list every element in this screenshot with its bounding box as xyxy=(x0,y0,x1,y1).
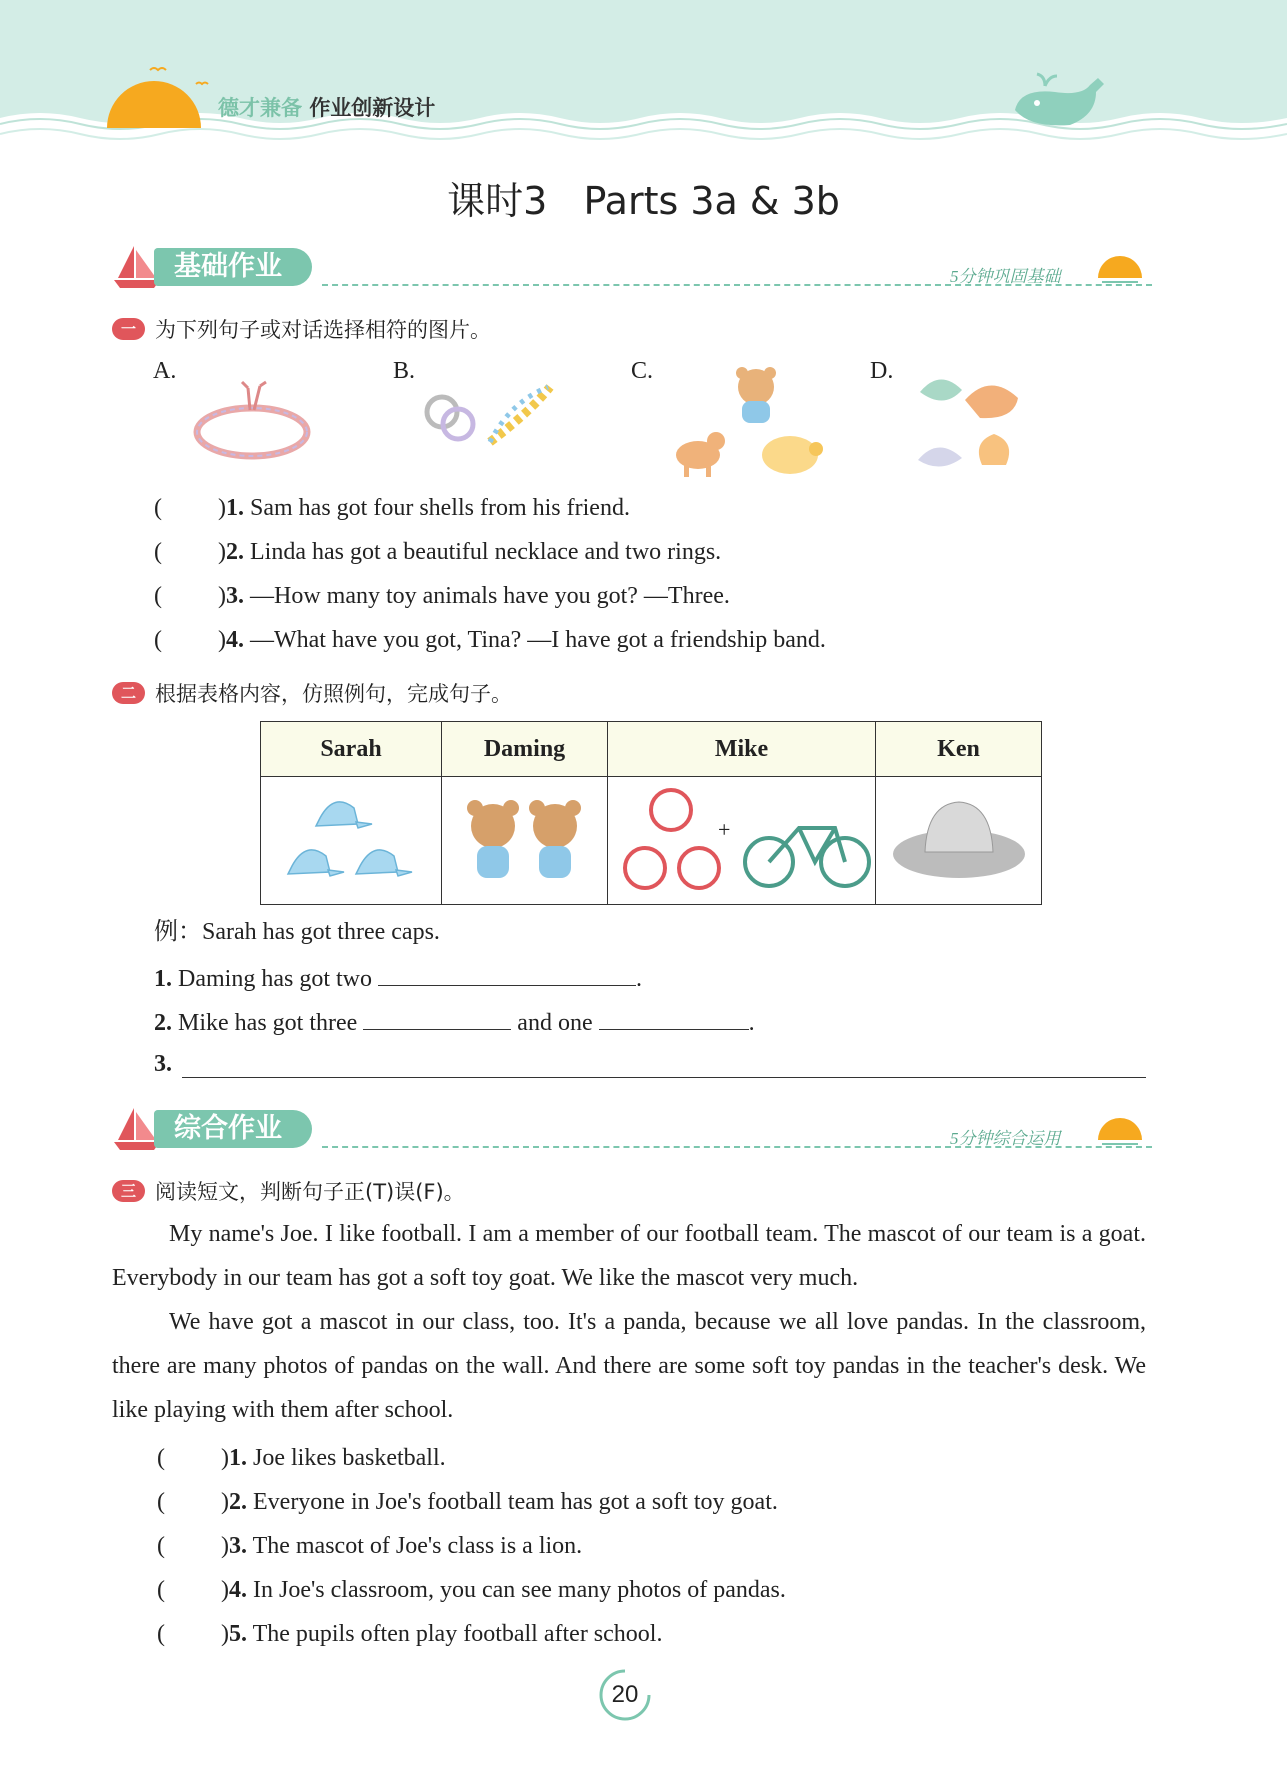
hat-image xyxy=(877,778,1040,898)
answer-blank[interactable] xyxy=(599,1005,749,1030)
q2-sentence-2: 2. Mike has got three and one . xyxy=(154,1005,755,1038)
q3-item-5: ( )5. The pupils often play football after school. xyxy=(157,1617,662,1649)
friendship-band-image xyxy=(190,380,320,465)
sun-icon xyxy=(107,81,201,128)
basic-section-banner xyxy=(112,244,1147,292)
brand-dark-text: 作业创新设计 xyxy=(309,96,436,120)
q3-item-1: ( )1. Joe likes basketball. xyxy=(157,1441,446,1473)
q2-number: 二 xyxy=(112,682,145,704)
shells-image xyxy=(910,370,1030,475)
answer-blank[interactable] xyxy=(378,961,636,986)
brand-title xyxy=(218,92,435,122)
q1-item-3: ( )3. —How many toy animals have you got? —Three. xyxy=(154,579,730,611)
q1-item-4: ( )4. —What have you got, Tina? —I have got a friendship band. xyxy=(154,623,826,655)
header-ken: Ken xyxy=(876,722,1042,777)
basic-section-note: 5分钟巩固基础 xyxy=(950,267,1061,286)
answer-blank[interactable] xyxy=(162,579,218,603)
sarah-caps-cell xyxy=(261,777,442,905)
answer-blank[interactable] xyxy=(165,1617,221,1641)
comprehensive-section-label: 综合作业 xyxy=(154,1110,312,1148)
page-header xyxy=(0,0,1287,150)
q3-item-4: ( )4. In Joe's classroom, you can see many photos of pandas. xyxy=(157,1573,786,1605)
header-mike: Mike xyxy=(608,722,876,777)
option-d-label: D. xyxy=(870,358,894,384)
clocks-bike-image xyxy=(609,778,874,898)
header-sarah: Sarah xyxy=(261,722,442,777)
mike-clocks-bike-cell xyxy=(608,777,876,905)
reading-paragraph-1: My name's Joe. I like football. I am a member of our football team. The mascot of our team is a goat. Everybody in our team has got a soft toy goat. We like the mascot very much. xyxy=(112,1221,1146,1291)
option-c-label: C. xyxy=(631,358,654,384)
answer-blank[interactable] xyxy=(162,623,218,647)
q2-example: 例：Sarah has got three caps. xyxy=(154,919,440,945)
answer-blank[interactable] xyxy=(162,535,218,559)
page-number: 20 xyxy=(611,1681,639,1708)
q3-number: 三 xyxy=(112,1180,145,1202)
comprehensive-section-banner xyxy=(112,1106,1147,1154)
answer-blank[interactable] xyxy=(165,1441,221,1465)
q1-item-1: ( )1. Sam has got four shells from his friend. xyxy=(154,491,630,523)
q1-instruction: 为下列句子或对话选择相符的图片。 xyxy=(155,318,491,342)
comprehensive-section-note: 5分钟综合运用 xyxy=(950,1129,1061,1148)
bears-image xyxy=(443,778,606,898)
q1-item-2: ( )2. Linda has got a beautiful necklace and two rings. xyxy=(154,535,721,567)
option-a-label: A. xyxy=(153,358,177,384)
answer-blank[interactable] xyxy=(165,1485,221,1509)
possessions-table xyxy=(260,721,1042,905)
page-title: 课时3 Parts 3a & 3b xyxy=(447,179,840,223)
necklace-rings-image xyxy=(420,382,560,462)
q1-number: 一 xyxy=(112,318,145,340)
answer-blank[interactable] xyxy=(165,1529,221,1553)
header-daming: Daming xyxy=(442,722,608,777)
header-decoration xyxy=(0,0,1287,150)
answer-line[interactable] xyxy=(182,1077,1146,1078)
reading-paragraph-2: We have got a mascot in our class, too. It's a panda, because we all love pandas. In the classroom, there are many photos of pandas on the wall. And there are some soft toy pandas in the teacher's desk. We like playing with them after school. xyxy=(112,1309,1146,1423)
sunset-icon xyxy=(1094,252,1146,286)
q2-sentence-3: 3. xyxy=(154,1051,172,1077)
whale-icon xyxy=(1015,74,1104,125)
toy-animals-image xyxy=(670,365,835,480)
brand-green-text: 德才兼备 xyxy=(218,96,302,120)
q2-instruction: 根据表格内容，仿照例句，完成句子。 xyxy=(155,682,512,706)
plus-sign: + xyxy=(718,817,731,842)
q3-item-2: ( )2. Everyone in Joe's football team has got a soft toy goat. xyxy=(157,1485,778,1517)
q3-instruction: 阅读短文，判断句子正(T)误(F)。 xyxy=(155,1180,465,1204)
sunset-icon xyxy=(1094,1114,1146,1148)
q3-item-3: ( )3. The mascot of Joe's class is a lion. xyxy=(157,1529,582,1561)
basic-section-label: 基础作业 xyxy=(154,248,312,286)
ken-hat-cell xyxy=(876,777,1042,905)
answer-blank[interactable] xyxy=(162,491,218,515)
q2-sentence-1: 1. Daming has got two . xyxy=(154,961,642,994)
option-b-label: B. xyxy=(393,358,416,384)
caps-image xyxy=(262,778,440,898)
daming-bears-cell xyxy=(442,777,608,905)
answer-blank[interactable] xyxy=(363,1005,511,1030)
answer-blank[interactable] xyxy=(165,1573,221,1597)
